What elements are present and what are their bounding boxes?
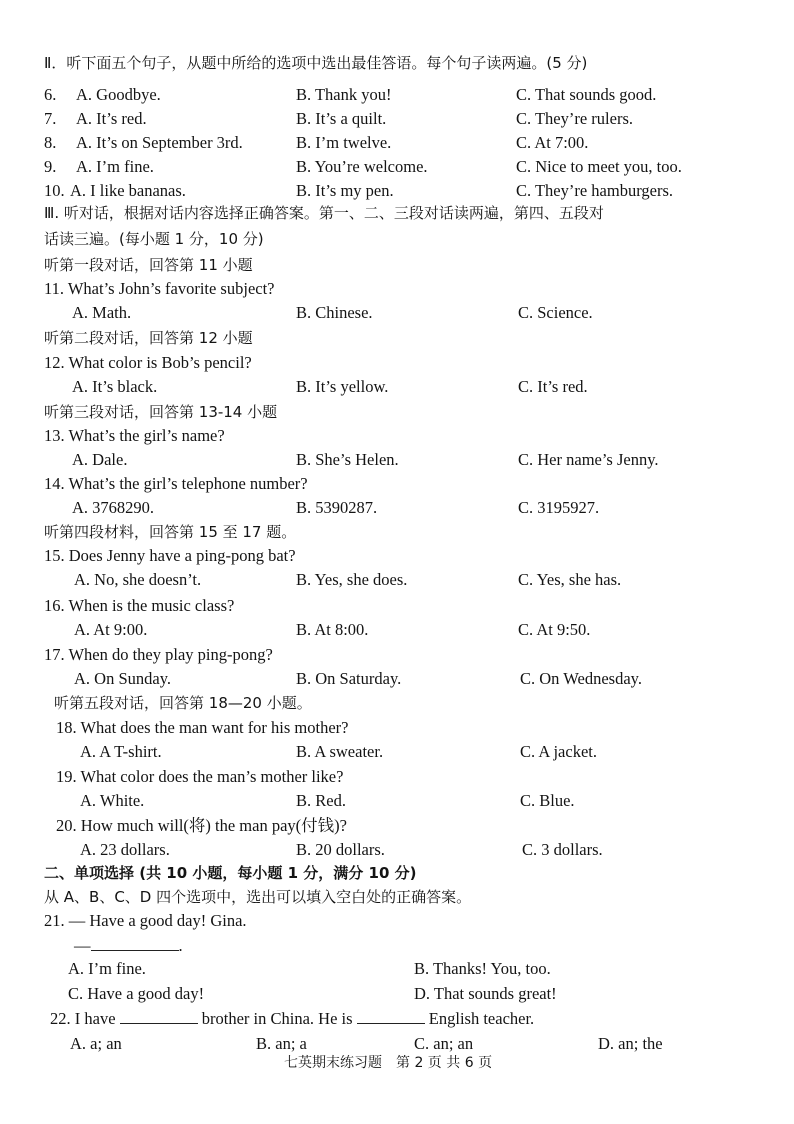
answer-blank-1: [120, 1009, 198, 1024]
option-a: A. A T-shirt.: [80, 742, 162, 761]
option-a: A. I like bananas.: [70, 181, 186, 200]
question-15: [0, 543, 794, 569]
question-21-options-row-1: [0, 956, 794, 982]
question-text: 16. When is the music class?: [44, 596, 235, 615]
part2-heading-line: [0, 860, 794, 886]
option-a: A. White.: [80, 791, 145, 810]
segment-1-instruction: [0, 252, 794, 278]
question-text: 15. Does Jenny have a ping-pong bat?: [44, 546, 296, 565]
question-number: 6.: [44, 85, 57, 104]
question-11: [0, 276, 794, 302]
option-b: B. She’s Helen.: [296, 450, 399, 469]
option-b: B. I’m twelve.: [296, 133, 392, 152]
question-15-options: [0, 567, 794, 593]
option-c: C. Blue.: [520, 791, 575, 810]
question-text: 21. — Have a good day! Gina.: [44, 911, 247, 930]
option-c: C. Science.: [518, 303, 593, 322]
question-number: 7.: [44, 109, 57, 128]
question-17-options: [0, 666, 794, 692]
option-c: C. At 7:00.: [516, 133, 589, 152]
part2-instruction-line: [0, 884, 794, 910]
part2-heading: 二、单项选择 (共 10 小题，每小题 1 分，满分 10 分): [44, 864, 417, 882]
option-b: B. On Saturday.: [296, 669, 402, 688]
question-part-3: English teacher.: [428, 1009, 535, 1028]
option-b: B. It’s yellow.: [296, 377, 389, 396]
section3-heading-2: 话读三遍。(每小题 1 分，10 分): [44, 230, 264, 248]
option-c: C. 3 dollars.: [522, 840, 603, 859]
segment-label: 听第二段对话，回答第 12 小题: [44, 329, 253, 347]
question-19: [0, 764, 794, 790]
option-a: A. No, she doesn’t.: [74, 570, 202, 589]
option-a: A. It’s on September 3rd.: [76, 133, 243, 152]
segment-2-instruction: [0, 325, 794, 351]
section3-heading-line-2: [0, 226, 794, 252]
question-17: [0, 642, 794, 668]
question-part-2: brother in China. He is: [201, 1009, 353, 1028]
option-d: D. That sounds great!: [414, 984, 557, 1003]
option-c: C. They’re hamburgers.: [516, 181, 674, 200]
option-a: A. It’s red.: [76, 109, 147, 128]
question-9: [0, 154, 794, 180]
option-a: A. At 9:00.: [74, 620, 148, 639]
option-a: A. 3768290.: [72, 498, 155, 517]
question-text: [50, 1006, 534, 1032]
question-12: [0, 350, 794, 376]
question-6: [0, 82, 794, 108]
section2-heading: Ⅱ．听下面五个句子，从题中所给的选项中选出最佳答语。每个句子读两遍。(5 分): [44, 54, 588, 72]
question-text: 13. What’s the girl’s name?: [44, 426, 225, 445]
question-part-1: 22. I have: [50, 1009, 116, 1028]
segment-4-instruction: [0, 519, 794, 545]
period: .: [178, 936, 183, 955]
option-a: A. I’m fine.: [68, 959, 146, 978]
section2-heading-line: [0, 50, 794, 76]
option-b: B. Chinese.: [296, 303, 373, 322]
option-b: B. At 8:00.: [296, 620, 369, 639]
option-a: A. Dale.: [72, 450, 128, 469]
option-b: B. You’re welcome.: [296, 157, 428, 176]
question-text: 17. When do they play ping-pong?: [44, 645, 273, 664]
question-14: [0, 471, 794, 497]
question-22: [0, 1006, 794, 1032]
question-7: [0, 106, 794, 132]
option-c: C. They’re rulers.: [516, 109, 633, 128]
option-b: B. Yes, she does.: [296, 570, 408, 589]
question-text: 12. What color is Bob’s pencil?: [44, 353, 252, 372]
option-c: C. Nice to meet you, too.: [516, 157, 682, 176]
option-a: A. I’m fine.: [76, 157, 154, 176]
option-c: C. On Wednesday.: [520, 669, 642, 688]
question-text: 14. What’s the girl’s telephone number?: [44, 474, 308, 493]
option-a: A. It’s black.: [72, 377, 158, 396]
option-a: A. On Sunday.: [74, 669, 172, 688]
segment-label: 听第三段对话，回答第 13-14 小题: [44, 403, 278, 421]
question-text: 11. What’s John’s favorite subject?: [44, 279, 275, 298]
question-16-options: [0, 617, 794, 643]
option-c: C. A jacket.: [520, 742, 597, 761]
option-b: B. Thanks! You, too.: [414, 959, 551, 978]
option-b: B. Red.: [296, 791, 346, 810]
question-number: 10.: [44, 181, 65, 200]
question-14-options: [0, 495, 794, 521]
option-b: B. an; a: [256, 1034, 307, 1053]
question-11-options: [0, 300, 794, 326]
question-number: 9.: [44, 157, 57, 176]
option-b: B. Thank you!: [296, 85, 392, 104]
question-19-options: [0, 788, 794, 814]
section3-heading-1: Ⅲ. 听对话，根据对话内容选择正确答案。第一、二、三段对话读两遍，第四、五段对: [44, 204, 604, 222]
question-21-options-row-2: [0, 981, 794, 1007]
question-18: [0, 715, 794, 741]
question-13: [0, 423, 794, 449]
question-number: 8.: [44, 133, 57, 152]
option-c: C. Her name’s Jenny.: [518, 450, 659, 469]
option-b: B. It’s my pen.: [296, 181, 394, 200]
page-footer: [0, 1050, 794, 1076]
question-text: 19. What color does the man’s mother like?: [56, 767, 344, 786]
question-20: [0, 813, 794, 839]
dash: —: [74, 936, 91, 955]
segment-label: 听第一段对话，回答第 11 小题: [44, 256, 253, 274]
segment-5-instruction: [0, 690, 794, 716]
option-a: A. Goodbye.: [76, 85, 161, 104]
option-c: C. Have a good day!: [68, 984, 205, 1003]
option-b: B. A sweater.: [296, 742, 384, 761]
footer-text: 七英期末练习题 第 2 页 共 6 页: [284, 1055, 493, 1071]
option-b: B. 20 dollars.: [296, 840, 385, 859]
option-c: C. At 9:50.: [518, 620, 591, 639]
question-13-options: [0, 447, 794, 473]
question-16: [0, 593, 794, 619]
option-a: A. Math.: [72, 303, 132, 322]
segment-3-instruction: [0, 399, 794, 425]
option-a: A. 23 dollars.: [80, 840, 170, 859]
question-12-options: [0, 374, 794, 400]
question-21: [0, 908, 794, 934]
option-a: A. a; an: [70, 1034, 122, 1053]
question-18-options: [0, 739, 794, 765]
option-c: C. It’s red.: [518, 377, 588, 396]
option-c: C. That sounds good.: [516, 85, 657, 104]
option-d: D. an; the: [598, 1034, 663, 1053]
part2-instruction: 从 A、B、C、D 四个选项中，选出可以填入空白处的正确答案。: [44, 888, 472, 906]
question-text: 18. What does the man want for his mother?: [56, 718, 349, 737]
answer-blank-2: [357, 1009, 425, 1024]
option-b: B. It’s a quilt.: [296, 109, 387, 128]
question-text: 20. How much will(将) the man pay(付钱)?: [56, 816, 347, 835]
segment-label: 听第五段对话，回答第 18—20 小题。: [54, 694, 312, 712]
answer-blank: [91, 936, 179, 951]
option-c: C. Yes, she has.: [518, 570, 622, 589]
segment-label: 听第四段材料，回答第 15 至 17 题。: [44, 523, 297, 541]
option-c: C. 3195927.: [518, 498, 600, 517]
question-8: [0, 130, 794, 156]
option-b: B. 5390287.: [296, 498, 378, 517]
section3-heading-line-1: [0, 200, 794, 226]
option-c: C. an; an: [414, 1034, 474, 1053]
